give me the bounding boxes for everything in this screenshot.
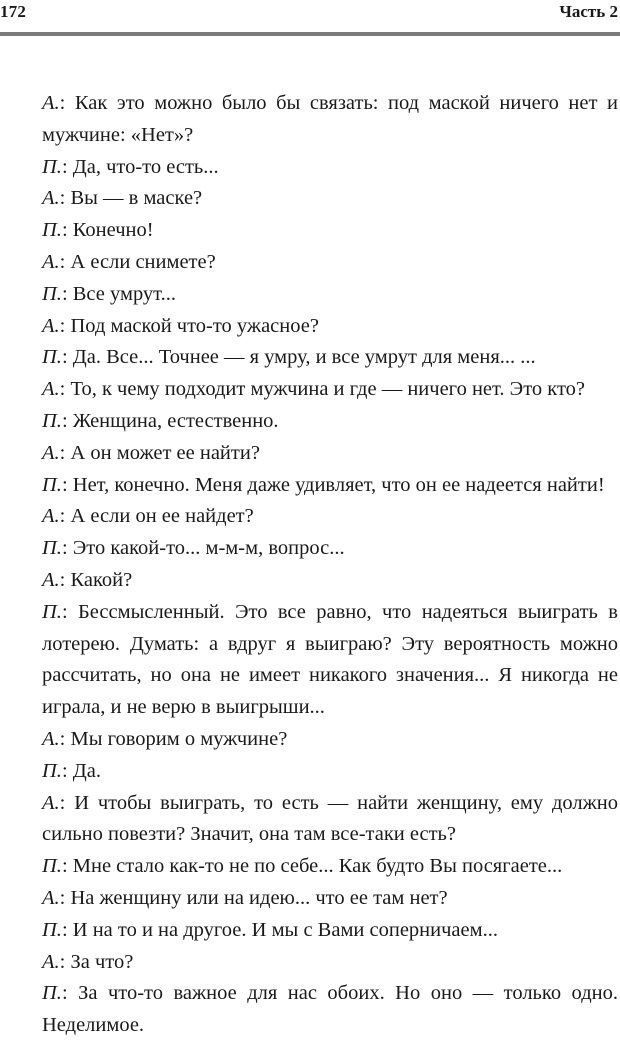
speaker-label: А. [42,250,60,273]
line-text: : Да. Все... Точнее — я умру, и все умрут для меня... ... [61,346,536,369]
speaker-label: А. [42,568,60,591]
speaker-label: А. [42,950,60,973]
speaker-label: А. [42,886,60,909]
line-text: : На женщину или на идею... что ее там нет? [59,886,448,909]
speaker-label: А. [42,791,60,814]
line-text: : Какой? [59,568,133,591]
dialogue-line [42,374,618,406]
dialogue-line [42,470,618,502]
dialogue-line [42,501,618,533]
speaker-label: П. [42,409,62,432]
speaker-label: А. [42,92,60,114]
dialogue-line [42,88,618,152]
line-text: : Под маской что-то ужасное? [59,314,319,337]
speaker-label: П. [42,537,62,560]
dialogue-line [42,152,618,184]
line-text: : Все умрут... [61,282,176,305]
line-text: : Мне стало как-то не по себе... Как будто Вы посягаете... [61,855,563,878]
speaker-label: П. [42,473,62,496]
dialogue-line [42,756,618,788]
line-text: : Конечно! [61,219,154,242]
line-text: : То, к чему подходит мужчина и где — ничего нет. Это кто? [59,378,585,401]
speaker-label: П. [42,982,62,1005]
speaker-label: А. [42,314,60,337]
line-text: : Мы говорим о мужчине? [59,727,288,750]
dialogue-line [42,883,618,915]
speaker-label: А. [42,187,60,210]
line-text: : Как это можно было бы связать: под маской ничего нет и мужчине: «Нет»? [42,92,618,146]
dialogue-line [42,438,618,470]
dialogue-line [42,788,618,852]
header-rule [0,32,620,36]
dialogue-line [42,311,618,343]
dialogue-line [42,565,618,597]
line-text: : И на то и на другое. И мы с Вами соперничаем... [61,918,498,941]
dialogue-line [42,247,618,279]
speaker-label: П. [42,282,62,305]
line-text: : За что-то важное для нас обоих. Но оно — только одно. Неделимое. [42,982,618,1037]
dialogue-line [42,724,618,756]
line-text: : А если он ее найдет? [59,505,254,528]
speaker-label: А. [42,441,60,464]
speaker-label: А. [42,378,60,401]
dialogue-line [42,533,618,565]
speaker-label: П. [42,918,62,941]
line-text: : И чтобы выиграть, то есть — найти женщину, ему должно сильно повезти? Значит, она там все-таки есть? [42,791,618,846]
line-text: : Нет, конечно. Меня даже удивляет, что он ее надеется найти! [61,473,605,496]
dialogue-line [42,978,618,1042]
line-text: : Женщина, естественно. [61,409,279,432]
dialogue-line [42,597,618,724]
speaker-label: П. [42,855,62,878]
dialogue-line [42,947,618,979]
running-head: Часть 2 [559,2,618,21]
line-text: : Да. [61,759,101,782]
line-text: : Это какой-то... м-м-м, вопрос... [61,537,345,560]
line-text: : Вы — в маске? [59,187,203,210]
dialogue-line [42,915,618,947]
speaker-label: А. [42,505,60,528]
dialogue-line [42,215,618,247]
dialogue-line [42,342,618,374]
speaker-label: П. [42,155,62,178]
dialogue-line [42,279,618,311]
speaker-label: П. [42,219,62,242]
dialogue-text [42,88,618,1042]
speaker-label: П. [42,759,62,782]
line-text: : А если снимете? [59,250,216,273]
speaker-label: А. [42,727,60,750]
dialogue-line [42,851,618,883]
speaker-label: П. [42,346,62,369]
page-header [0,0,620,40]
line-text: : Бессмысленный. Это все равно, что надеяться выиграть в лотерею. Думать: а вдруг я выиграю? Эту вероятность можно рассчитать, но она не имеет никакого значения... Я никогда не играла, и не верю в выигрыши... [42,600,618,719]
page-number: 172 [0,2,27,21]
line-text: : Да, что-то есть... [61,155,219,178]
dialogue-line [42,406,618,438]
line-text: : А он может ее найти? [59,441,260,464]
speaker-label: П. [42,600,62,623]
dialogue-line [42,183,618,215]
line-text: : За что? [59,950,134,973]
